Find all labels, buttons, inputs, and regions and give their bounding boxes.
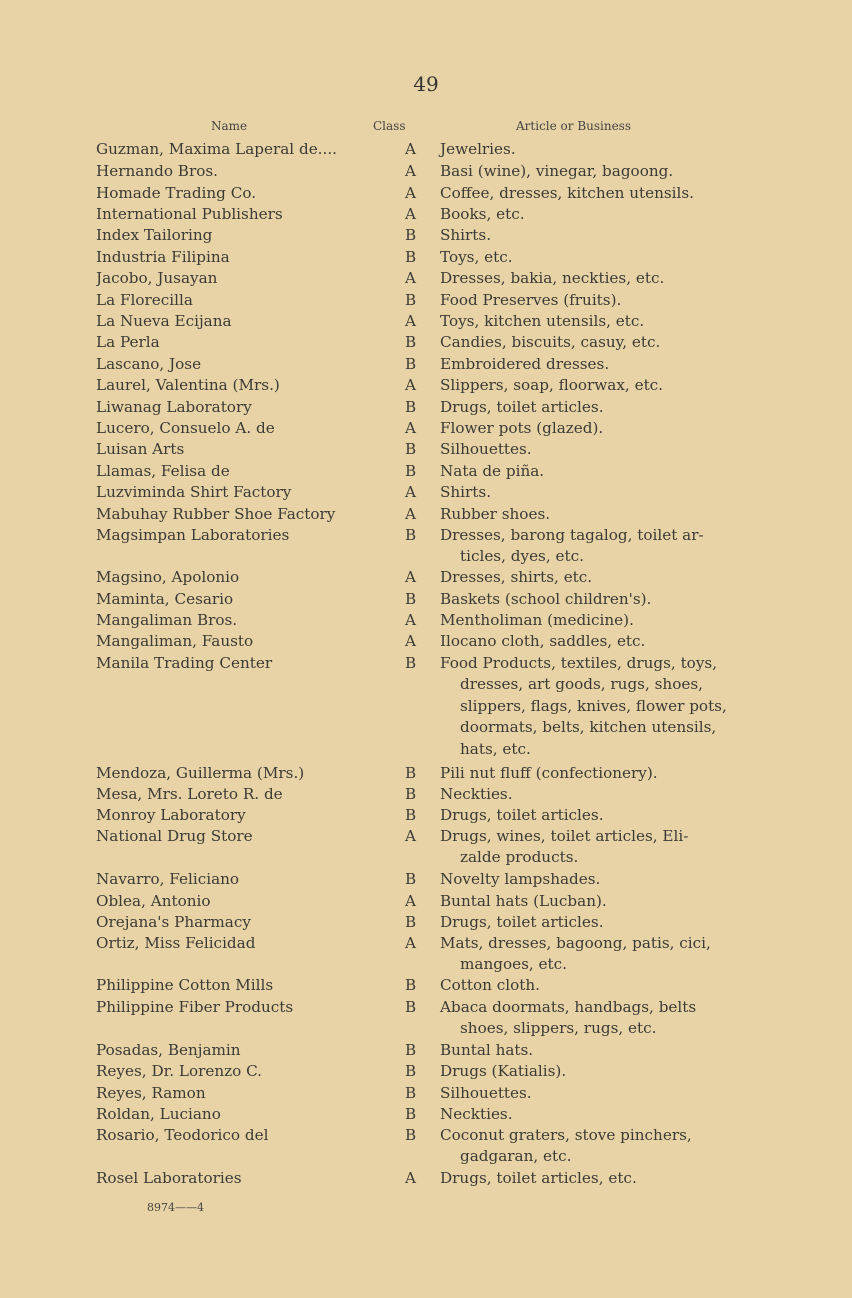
entry-name: Index Tailoring	[96, 226, 213, 244]
entry-article: Buntal hats (Lucban).	[440, 892, 607, 910]
entry-class: B	[405, 998, 417, 1016]
entry-class: A	[405, 827, 416, 845]
entry-name: La Florecilla	[96, 291, 193, 309]
entry-article: Nata de piña.	[440, 462, 545, 480]
entry-class: B	[405, 764, 417, 782]
entry-article: Rubber shoes.	[440, 505, 551, 523]
entry-class: B	[405, 1105, 417, 1123]
entry-class: B	[405, 1126, 417, 1144]
entry-class: A	[405, 205, 416, 223]
entry-name: Monroy Laboratory	[96, 806, 246, 824]
entry-class: A	[405, 505, 416, 523]
entry-article: Embroidered dresses.	[440, 355, 610, 373]
entry-article: Books, etc.	[440, 205, 525, 223]
entry-class: B	[405, 1062, 417, 1080]
entry-name: Lucero, Consuelo A. de	[96, 419, 275, 437]
entry-class: A	[405, 934, 416, 952]
entry-article: Candies, biscuits, casuy, etc.	[440, 333, 661, 351]
entry-class: B	[405, 526, 417, 544]
entry-name: Reyes, Ramon	[96, 1084, 206, 1102]
entry-name: Jacobo, Jusayan	[96, 269, 218, 287]
entry-article: Drugs (Katialis).	[440, 1062, 567, 1080]
entry-class: A	[405, 312, 416, 330]
entry-name: Philippine Cotton Mills	[96, 976, 274, 994]
entry-class: B	[405, 440, 417, 458]
entry-article: Neckties.	[440, 1105, 513, 1123]
entry-name: Posadas, Benjamin	[96, 1041, 241, 1059]
entry-class: A	[405, 892, 416, 910]
entry-article: Dresses, barong tagalog, toilet ar-	[440, 526, 704, 544]
entry-name: Luzviminda Shirt Factory	[96, 483, 292, 501]
entry-article: Coconut graters, stove pinchers,	[440, 1126, 692, 1144]
entry-article: Ilocano cloth, saddles, etc.	[440, 632, 646, 650]
entry-article: Food Products, textiles, drugs, toys,	[440, 654, 718, 672]
entry-name: Mangaliman Bros.	[96, 611, 238, 629]
entry-class: B	[405, 870, 417, 888]
entry-name: Rosel Laboratories	[96, 1169, 242, 1187]
entry-name: Llamas, Felisa de	[96, 462, 230, 480]
entry-article: Shirts.	[440, 226, 492, 244]
entry-class: B	[405, 355, 417, 373]
entry-article: gadgaran, etc.	[460, 1147, 572, 1166]
entry-name: Mesa, Mrs. Loreto R. de	[96, 785, 283, 803]
entry-name: Orejana's Pharmacy	[96, 913, 251, 931]
entry-class: B	[405, 806, 417, 824]
footer-code: 8974——4	[147, 1201, 204, 1214]
entry-name: Magsino, Apolonio	[96, 568, 240, 586]
entry-name: Rosario, Teodorico del	[96, 1126, 269, 1144]
entry-article: Abaca doormats, handbags, belts	[440, 998, 697, 1016]
entry-name: Navarro, Feliciano	[96, 870, 240, 888]
entry-class: B	[405, 462, 417, 480]
entry-class: B	[405, 654, 417, 672]
entry-article: ticles, dyes, etc.	[460, 547, 584, 566]
entry-name: Hernando Bros.	[96, 162, 218, 180]
entry-class: A	[405, 568, 416, 586]
entry-name: Philippine Fiber Products	[96, 998, 294, 1016]
entry-name: Laurel, Valentina (Mrs.)	[96, 376, 280, 394]
entry-name: Lascano, Jose	[96, 355, 202, 373]
entry-class: A	[405, 483, 416, 501]
entry-article: hats, etc.	[460, 739, 531, 758]
entry-name: Roldan, Luciano	[96, 1105, 221, 1123]
entry-name: International Publishers	[96, 205, 283, 223]
entry-class: B	[405, 976, 417, 994]
entry-article: Mats, dresses, bagoong, patis, cici,	[440, 934, 711, 952]
entry-article: Cotton cloth.	[440, 976, 540, 994]
entry-article: Pili nut fluff (confectionery).	[440, 764, 658, 782]
entry-class: B	[405, 291, 417, 309]
entry-article: Slippers, soap, floorwax, etc.	[440, 376, 664, 394]
entry-name: Mangaliman, Fausto	[96, 632, 254, 650]
entry-name: Maminta, Cesario	[96, 590, 234, 608]
column-header-name: Name	[211, 119, 248, 133]
entry-name: Magsimpan Laboratories	[96, 526, 290, 544]
entry-article: Coffee, dresses, kitchen utensils.	[440, 184, 695, 202]
entry-article: Silhouettes.	[440, 440, 532, 458]
column-header-article: Article or Business	[516, 119, 632, 133]
entry-class: A	[405, 632, 416, 650]
entry-name: Liwanag Laboratory	[96, 398, 252, 416]
entry-article: Dresses, bakia, neckties, etc.	[440, 269, 665, 287]
entry-article: Flower pots (glazed).	[440, 419, 604, 437]
entry-article: Drugs, toilet articles, etc.	[440, 1169, 637, 1187]
entry-article: Toys, kitchen utensils, etc.	[440, 312, 645, 330]
entry-article: Toys, etc.	[440, 248, 513, 266]
entry-article: Drugs, toilet articles.	[440, 806, 604, 824]
entry-article: Neckties.	[440, 785, 513, 803]
entry-class: B	[405, 226, 417, 244]
entry-name: National Drug Store	[96, 827, 253, 845]
entry-class: A	[405, 1169, 416, 1187]
entry-article: Drugs, wines, toilet articles, Eli-	[440, 827, 689, 845]
entry-class: A	[405, 611, 416, 629]
entry-name: Guzman, Maxima Laperal de....	[96, 140, 337, 158]
entry-article: Shirts.	[440, 483, 492, 501]
entry-article: dresses, art goods, rugs, shoes,	[460, 675, 703, 694]
entry-class: B	[405, 913, 417, 931]
entry-article: Buntal hats.	[440, 1041, 534, 1059]
column-header-class: Class	[373, 119, 406, 133]
entry-article: zalde products.	[460, 848, 579, 867]
entry-article: slippers, flags, knives, flower pots,	[460, 696, 727, 715]
entry-name: Luisan Arts	[96, 440, 185, 458]
entry-class: A	[405, 140, 416, 158]
entry-article: mangoes, etc.	[460, 955, 567, 974]
entry-article: Novelty lampshades.	[440, 870, 601, 888]
entry-article: Basi (wine), vinegar, bagoong.	[440, 162, 674, 180]
entry-article: doormats, belts, kitchen utensils,	[460, 718, 717, 737]
entry-name: Oblea, Antonio	[96, 892, 211, 910]
entry-article: Baskets (school children's).	[440, 590, 652, 608]
entry-article: Drugs, toilet articles.	[440, 398, 604, 416]
entry-class: B	[405, 248, 417, 266]
entry-article: Dresses, shirts, etc.	[440, 568, 593, 586]
entry-class: A	[405, 162, 416, 180]
entry-article: Silhouettes.	[440, 1084, 532, 1102]
entry-name: Manila Trading Center	[96, 654, 273, 672]
entry-name: Homade Trading Co.	[96, 184, 257, 202]
entry-class: B	[405, 398, 417, 416]
entry-class: A	[405, 419, 416, 437]
entry-class: B	[405, 333, 417, 351]
entry-class: B	[405, 590, 417, 608]
entry-class: A	[405, 269, 416, 287]
entry-article: Jewelries.	[440, 140, 516, 158]
entry-article: shoes, slippers, rugs, etc.	[460, 1019, 657, 1038]
entry-class: A	[405, 184, 416, 202]
entry-class: B	[405, 1084, 417, 1102]
entry-name: Reyes, Dr. Lorenzo C.	[96, 1062, 263, 1080]
page-number: 49	[413, 72, 439, 96]
entry-name: La Nueva Ecijana	[96, 312, 232, 330]
entry-name: Mendoza, Guillerma (Mrs.)	[96, 764, 305, 782]
entry-class: B	[405, 785, 417, 803]
entry-name: Mabuhay Rubber Shoe Factory	[96, 505, 336, 523]
entry-class: A	[405, 376, 416, 394]
entry-name: Ortiz, Miss Felicidad	[96, 934, 256, 952]
entry-class: B	[405, 1041, 417, 1059]
entry-article: Drugs, toilet articles.	[440, 913, 604, 931]
entry-name: La Perla	[96, 333, 160, 351]
entry-name: Industria Filipina	[96, 248, 230, 266]
entry-article: Food Preserves (fruits).	[440, 291, 622, 309]
entry-article: Mentholiman (medicine).	[440, 611, 634, 629]
